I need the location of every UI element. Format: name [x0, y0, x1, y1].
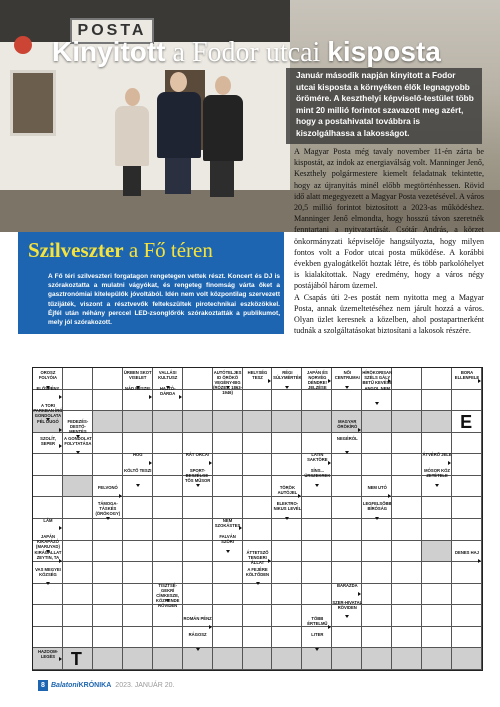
crossword-cell[interactable]: [123, 541, 153, 563]
clue-arrow-icon: [59, 444, 62, 448]
clue-arrow-icon: [59, 395, 62, 399]
crossword-clue: A FEJÉRE KÖLTŐDEN: [245, 566, 270, 577]
crossword-cell[interactable]: [272, 454, 302, 476]
crossword-cell[interactable]: [392, 541, 422, 563]
crossword-cell[interactable]: [302, 497, 332, 519]
crossword-clue: SPORT-BESZÉLGE-TŐS MŰSOR: [184, 468, 211, 484]
crossword-cell[interactable]: [93, 390, 123, 412]
clue-arrow-icon: [76, 451, 80, 454]
crossword-cell[interactable]: [452, 433, 482, 455]
crossword-letter-e: E: [460, 412, 473, 433]
crossword-cell[interactable]: [362, 454, 392, 476]
clue-arrow-icon: [59, 526, 62, 530]
crossword-cell[interactable]: [302, 519, 332, 541]
clue-arrow-icon: [448, 461, 451, 465]
crossword-clue: LEGFELSŐBB BÍRÓSÁG: [362, 501, 392, 512]
crossword-cell[interactable]: [123, 605, 153, 627]
crossword-cell[interactable]: [153, 411, 183, 433]
crossword-clue: A GONDOLAT FOLYTATÁSA: [64, 435, 92, 446]
crossword-clue: HELYSÉG TESZ: [247, 370, 268, 380]
crossword-cell[interactable]: [243, 433, 273, 455]
clue-arrow-icon: [328, 461, 331, 465]
crossword-cell[interactable]: [243, 476, 273, 498]
crossword-cell[interactable]: [213, 605, 243, 627]
crossword-cell[interactable]: [272, 433, 302, 455]
crossword-cell[interactable]: [153, 541, 183, 563]
crossword-clue: ÁTTETSZŐ TENGERI ÁLLAT: [246, 550, 269, 566]
clue-arrow-icon: [328, 379, 331, 383]
crossword-clue: JAPÁN ÉS NORVÉG DÉNDRE! JELZÉSE: [306, 370, 328, 390]
crossword-cell[interactable]: [93, 584, 123, 606]
crossword-cell[interactable]: [452, 390, 482, 412]
clue-arrow-icon: [106, 517, 110, 520]
headline-middle: a Fodor utcai: [165, 37, 328, 68]
article-lead: Január második napján kinyitott a Fodor utcai kisposta a környéken élők legnagyobb örömére. A keszthelyi képviselő-testület több mint 20 millió forintot szavazott meg azért, hogy a postahivatal továbbra is kiszolgálhassa a lakosságot.: [286, 68, 482, 144]
crossword-cell[interactable]: [153, 627, 183, 649]
article-paragraph: A Magyar Posta még tavaly november 11-én zárta be kispostát, az indok az energiaválság volt. Manninger Jenő, Keszthely polgármestere kiemelt feladatnak tekintette, hogy az újranyitás minél előbb megtörténhessen. Rövid idő alatt megegyezett a Magyar Posta vezetésével. A város 20,5 millió forintot biztosított a 2023-as működéshez. Manninger Jenő elmondta, hogy hosszú távon szeretnék fenntartani a nyitvatartását. Csótár András, a körzet önkormányzati képviselője hangsúlyozta, hogy milyen fontos volt a Fodor utcai posta működése. A korábbi években gyalogátkelőt hoztak létre, és több parkolóhelyet is kialakítottak. Nagy eredmény, hogy a város négy postájából három üzemel.: [294, 147, 484, 291]
crossword-cell[interactable]: [63, 476, 93, 498]
crossword-cell[interactable]: [422, 519, 452, 541]
issue-date: 2023. JANUÁR 20.: [115, 682, 175, 689]
crossword-cell[interactable]: [452, 497, 482, 519]
page-footer: [38, 680, 238, 692]
crossword-clue: ANGOL NEM: [364, 386, 390, 392]
crossword-clue: TÖBB ÉRTELMŰ: [307, 615, 328, 626]
clue-arrow-icon: [209, 625, 212, 629]
crossword-cell[interactable]: [213, 627, 243, 649]
crossword-cell[interactable]: [153, 648, 183, 670]
crossword-cell[interactable]: [243, 497, 273, 519]
clue-arrow-icon: [226, 386, 230, 389]
crossword-cell[interactable]: [272, 562, 302, 584]
clue-arrow-icon: [358, 592, 361, 596]
crossword-clue: HAJTÓ-DÁRDA: [159, 386, 176, 397]
crossword-cell[interactable]: [422, 562, 452, 584]
crossword-clue: FEDEZÉS-DESTÖ-MENTÉS: [67, 419, 89, 435]
article-body: [294, 146, 484, 336]
crossword-clue: SZER-HIVATAL RÖVIDEN: [332, 599, 363, 610]
crossword-cell[interactable]: [422, 411, 452, 433]
crossword-cell[interactable]: [183, 519, 213, 541]
crossword-cell[interactable]: [33, 497, 63, 519]
crossword-clue: RÁT ORCA!: [185, 451, 210, 457]
crossword-clue: OROSZ FOLYÓIA: [38, 370, 58, 380]
crossword-cell[interactable]: [153, 605, 183, 627]
crossword-cell[interactable]: [93, 519, 123, 541]
crossword-cell[interactable]: [422, 648, 452, 670]
crossword-cell[interactable]: [392, 390, 422, 412]
crossword-clue: MAGYAR ÖRÖKÍRÓ: [337, 419, 358, 430]
crossword-cell[interactable]: [213, 648, 243, 670]
crossword-cell[interactable]: [332, 454, 362, 476]
crossword-cell[interactable]: [362, 584, 392, 606]
crossword-cell[interactable]: [302, 627, 332, 649]
crossword-clue: BARAZDA: [336, 583, 358, 589]
headline-word-kisposta: kisposta: [327, 36, 441, 67]
clue-arrow-icon: [285, 517, 289, 520]
crossword-cell[interactable]: [93, 411, 123, 433]
crossword-clue: NEM SZOKÁSTES: [214, 517, 241, 528]
article-paragraph: A Csapás úti 2-es postát nem nyitotta meg a Magyar Posta, annak üzemeltetéséhez nem járult hozzá a város. Olyan üzlet keresnek a közelben, ahol postapartnerként tudnák a szolgáltatásokat biztosítani a lakosok részére.: [294, 292, 484, 336]
crossword-cell[interactable]: [392, 411, 422, 433]
crossword-cell[interactable]: [422, 605, 452, 627]
crossword-cell[interactable]: [243, 390, 273, 412]
crossword-clue: ROMÁN PÉNZ: [183, 615, 212, 621]
crossword-cell[interactable]: [33, 584, 63, 606]
crossword-cell[interactable]: [63, 605, 93, 627]
crossword-cell[interactable]: [392, 433, 422, 455]
crossword-letter-t: T: [70, 649, 82, 670]
clue-arrow-icon: [239, 526, 242, 530]
clue-arrow-icon: [149, 461, 152, 465]
clue-arrow-icon: [46, 582, 50, 585]
crossword-cell[interactable]: [422, 584, 452, 606]
crossword-cell[interactable]: [33, 476, 63, 498]
crossword-cell[interactable]: [63, 541, 93, 563]
clue-arrow-icon: [375, 517, 379, 520]
posta-logo-icon: [14, 36, 32, 54]
clue-arrow-icon: [59, 559, 62, 563]
crossword-cell[interactable]: [272, 519, 302, 541]
crossword-cell[interactable]: [392, 476, 422, 498]
crossword-cell[interactable]: [213, 476, 243, 498]
crossword-cell[interactable]: [332, 390, 362, 412]
crossword-cell[interactable]: [452, 605, 482, 627]
crossword-cell[interactable]: [183, 562, 213, 584]
crossword-cell[interactable]: [392, 584, 422, 606]
crossword-cell[interactable]: [183, 627, 213, 649]
crossword-cell[interactable]: [332, 497, 362, 519]
brand-name: BalatoniKRÓNIKA: [51, 682, 112, 689]
crossword-cell[interactable]: [243, 519, 273, 541]
crossword-cell[interactable]: [63, 390, 93, 412]
crossword-cell[interactable]: [123, 390, 153, 412]
clue-arrow-icon: [375, 402, 379, 405]
crossword-cell[interactable]: [362, 648, 392, 670]
crossword-clue: LATIN SAKTÖRE: [307, 451, 328, 462]
crossword-cell[interactable]: [422, 390, 452, 412]
crossword-cell[interactable]: [213, 454, 243, 476]
crossword-cell[interactable]: [332, 541, 362, 563]
crossword-cell[interactable]: [302, 648, 332, 670]
crossword-cell[interactable]: [332, 519, 362, 541]
crossword-cell[interactable]: [392, 627, 422, 649]
crossword-cell[interactable]: [243, 627, 273, 649]
crossword-cell[interactable]: [452, 648, 482, 670]
clue-arrow-icon: [328, 625, 331, 629]
crossword-clue: ELŐSPÉNY: [36, 386, 60, 392]
crossword-cell[interactable]: [123, 497, 153, 519]
clue-arrow-icon: [435, 484, 439, 487]
sidebar-title: Szilveszter a Fő téren: [28, 238, 213, 262]
crossword-cell[interactable]: [213, 584, 243, 606]
crossword-clue: KÖLTŐ TESZI: [124, 468, 152, 474]
clue-arrow-icon: [196, 648, 200, 651]
crossword-cell[interactable]: [63, 519, 93, 541]
crossword-cell[interactable]: [362, 519, 392, 541]
crossword-cell[interactable]: [272, 627, 302, 649]
clue-arrow-icon: [119, 494, 122, 498]
clue-arrow-icon: [59, 428, 62, 432]
crossword-clue: LITER: [311, 632, 324, 638]
crossword-cell[interactable]: [452, 584, 482, 606]
crossword-cell[interactable]: [183, 648, 213, 670]
crossword-clue: FELVONÓ: [97, 484, 118, 490]
crossword-cell[interactable]: [243, 584, 273, 606]
crossword-cell[interactable]: [362, 390, 392, 412]
crossword-cell[interactable]: [392, 648, 422, 670]
crossword-cell[interactable]: [93, 541, 123, 563]
main-headline: [52, 36, 500, 69]
crossword-clue: VALLÁSI KULTUSZ: [158, 370, 178, 380]
crossword-clue: A TORI PARKBAN ÍRÓ GONDOLATA: [33, 402, 63, 418]
crossword-cell[interactable]: [93, 605, 123, 627]
crossword-cell[interactable]: [362, 562, 392, 584]
crossword-clue: RÁGOSZ: [188, 632, 207, 638]
crossword-cell[interactable]: [63, 584, 93, 606]
crossword-cell[interactable]: [213, 411, 243, 433]
crossword-clue: TISZTSÉ-GEKRÍ CÍMKESZE, KÖZRENDE RÖVIDEN: [155, 583, 180, 609]
clue-arrow-icon: [166, 599, 170, 602]
crossword-cell[interactable]: [153, 519, 183, 541]
crossword-cell[interactable]: [153, 433, 183, 455]
crossword-cell[interactable]: [33, 605, 63, 627]
clue-arrow-icon: [268, 559, 271, 563]
crossword-cell[interactable]: [452, 627, 482, 649]
crossword-clue: MÓSOR KÖZ ZETÉTELE: [424, 468, 450, 479]
crossword-cell[interactable]: [452, 476, 482, 498]
crossword-cell[interactable]: [123, 411, 153, 433]
crossword-clue: FALVÁN SZÖRI: [219, 533, 236, 544]
page-number: 8: [38, 680, 48, 691]
crossword-cell[interactable]: [153, 476, 183, 498]
crossword-cell[interactable]: [452, 519, 482, 541]
crossword-cell[interactable]: [123, 627, 153, 649]
clue-arrow-icon: [388, 379, 391, 383]
crossword-cell[interactable]: [392, 368, 422, 390]
clue-arrow-icon: [268, 379, 271, 383]
crossword-cell[interactable]: [123, 562, 153, 584]
crossword-cell[interactable]: [243, 605, 273, 627]
crossword-cell[interactable]: [422, 627, 452, 649]
clue-arrow-icon: [478, 559, 481, 563]
crossword-cell[interactable]: [183, 541, 213, 563]
crossword-clue: TÖRÖK AUTÓJEL: [277, 484, 298, 495]
crossword-cell[interactable]: [123, 584, 153, 606]
clue-arrow-icon: [388, 494, 391, 498]
clue-arrow-icon: [478, 379, 481, 383]
crossword-cell[interactable]: [123, 648, 153, 670]
clue-arrow-icon: [285, 386, 289, 389]
crossword-cell[interactable]: [243, 411, 273, 433]
crossword-clue: HAZOOM-LEGÉS: [37, 648, 58, 659]
crossword-clue: FÉL DUGÓ: [37, 419, 59, 425]
crossword-cell[interactable]: [243, 648, 273, 670]
crossword-cell[interactable]: [362, 627, 392, 649]
crossword-clue: ELEKTRO-NIKUS LEVÉL: [273, 501, 302, 512]
crossword-cell[interactable]: [422, 497, 452, 519]
crossword-cell[interactable]: [302, 390, 332, 412]
crossword-cell[interactable]: [183, 497, 213, 519]
crossword-cell[interactable]: [213, 433, 243, 455]
crossword-clue: DENES HAJ: [455, 550, 479, 556]
clue-arrow-icon: [136, 484, 140, 487]
crossword-cell[interactable]: [302, 411, 332, 433]
crossword-cell[interactable]: [272, 411, 302, 433]
crossword-clue: TÁMOGA-TÁSKÉS (ÖRÖKOGY): [95, 501, 121, 517]
crossword-cell[interactable]: [392, 454, 422, 476]
crossword-cell[interactable]: [63, 627, 93, 649]
crossword-cell[interactable]: [302, 541, 332, 563]
crossword-cell[interactable]: [213, 562, 243, 584]
crossword-clue: NŐI CENTRUMAI: [334, 370, 360, 380]
crossword-cell[interactable]: [93, 454, 123, 476]
clue-arrow-icon: [59, 657, 62, 661]
clue-arrow-icon: [315, 484, 319, 487]
photo-posta-sign: POSTA: [70, 18, 154, 44]
crossword-cell[interactable]: [153, 562, 183, 584]
crossword-cell[interactable]: [93, 562, 123, 584]
crossword-cell[interactable]: [422, 541, 452, 563]
crossword-grid: [32, 367, 483, 671]
crossword-cell[interactable]: [452, 562, 482, 584]
crossword-cell[interactable]: [332, 627, 362, 649]
crossword-cell[interactable]: [272, 390, 302, 412]
crossword-cell[interactable]: [272, 541, 302, 563]
sidebar-body: A Fő téri szilveszteri forgatagon rengetegen vettek részt. Koncert és DJ is szórakoztatta a mulatni vágyókat, és rengeteg finomság várta őket a gasztronómiai kitelepülők jóvoltából. Idén nem volt központilag szervezett tűzijáték, viszont a résztvevők feltekszültek pirotechnikai eszközökkel. Éjfél után néhány perccel LED-zsonglőrök szórakoztatták a publikumot, mely jól szórakozott.: [48, 273, 280, 327]
clue-arrow-icon: [179, 395, 182, 399]
crossword-clue: ÁTVÉRŐ JELE: [422, 451, 452, 457]
crossword-cell[interactable]: [213, 497, 243, 519]
clue-arrow-icon: [298, 494, 301, 498]
crossword-cell[interactable]: [272, 605, 302, 627]
crossword-clue: SZOLÍT, SEPER: [40, 435, 56, 446]
crossword-cell[interactable]: [183, 584, 213, 606]
clue-arrow-icon: [209, 461, 212, 465]
crossword-cell[interactable]: [63, 562, 93, 584]
crossword-cell[interactable]: [302, 584, 332, 606]
crossword-cell[interactable]: [123, 519, 153, 541]
crossword-cell[interactable]: [392, 497, 422, 519]
photo-window: [10, 70, 56, 136]
crossword-clue: SÍNS... ÜRSZEKREK: [304, 468, 331, 479]
headline-word-kinyitott: Kinyitott: [52, 36, 166, 67]
crossword-cell[interactable]: [452, 454, 482, 476]
clue-arrow-icon: [345, 451, 349, 454]
crossword-cell[interactable]: [362, 541, 392, 563]
clue-arrow-icon: [315, 648, 319, 651]
crossword-cell[interactable]: [33, 627, 63, 649]
crossword-clue: AUTÓTELJES ID ÖRÖKÖ VEGÉNY-BIG (RÓZES, 1863-1946): [213, 370, 242, 395]
crossword-clue: KIRÁGALLAT ZEYTIN, TA: [34, 550, 62, 561]
crossword-cell[interactable]: [332, 648, 362, 670]
crossword-clue: ÜRBEN SKOT VISELET: [123, 370, 152, 380]
crossword-clue: VAS MEGYEI KÖZSÉG: [35, 566, 61, 577]
crossword-cell[interactable]: [392, 605, 422, 627]
crossword-clue: NEGÉRÓL: [336, 435, 358, 441]
crossword-cell[interactable]: [392, 562, 422, 584]
crossword-cell[interactable]: [243, 454, 273, 476]
clue-arrow-icon: [226, 550, 230, 553]
crossword-clue: RÉGI SÚLYMÉRTÉK: [273, 370, 302, 380]
crossword-clue: HÍRÖKORISAN SZÉLS GÁLY BETŰ KEVÉSE: [362, 370, 393, 385]
crossword-cell[interactable]: [93, 627, 123, 649]
crossword-cell[interactable]: [302, 562, 332, 584]
crossword-cell[interactable]: [153, 497, 183, 519]
crossword-cell[interactable]: [362, 411, 392, 433]
crossword-cell[interactable]: [272, 648, 302, 670]
crossword-clue: JAPÁN KIKAPÁZÓ (MARUYAD): [36, 533, 60, 549]
clue-arrow-icon: [358, 428, 361, 432]
crossword-cell[interactable]: [63, 497, 93, 519]
crossword-cell[interactable]: [422, 368, 452, 390]
crossword-clue: HOG: [132, 451, 143, 457]
crossword-clue: BORA ELLENFELE: [454, 370, 480, 380]
crossword-cell[interactable]: [332, 562, 362, 584]
crossword-cell[interactable]: [183, 411, 213, 433]
clue-arrow-icon: [256, 582, 260, 585]
crossword-cell[interactable]: [93, 433, 123, 455]
crossword-cell[interactable]: [272, 584, 302, 606]
crossword-cell[interactable]: [183, 390, 213, 412]
clue-arrow-icon: [149, 395, 152, 399]
crossword-clue: NÁD RÉSZE!: [124, 386, 151, 392]
clue-arrow-icon: [345, 615, 349, 618]
crossword-cell[interactable]: [392, 519, 422, 541]
crossword-cell[interactable]: [93, 368, 123, 390]
crossword-cell[interactable]: [183, 368, 213, 390]
crossword-cell[interactable]: [362, 433, 392, 455]
crossword-cell[interactable]: [63, 368, 93, 390]
clue-arrow-icon: [196, 484, 200, 487]
crossword-cell[interactable]: [332, 476, 362, 498]
crossword-cell[interactable]: [153, 454, 183, 476]
crossword-cell[interactable]: [362, 605, 392, 627]
crossword-cell[interactable]: [93, 648, 123, 670]
clue-arrow-icon: [345, 386, 349, 389]
crossword-cell[interactable]: [33, 454, 63, 476]
crossword-cell[interactable]: [63, 454, 93, 476]
crossword-clue: NEM UTÓ: [367, 484, 387, 490]
crossword-clue: LÁM: [43, 517, 53, 523]
